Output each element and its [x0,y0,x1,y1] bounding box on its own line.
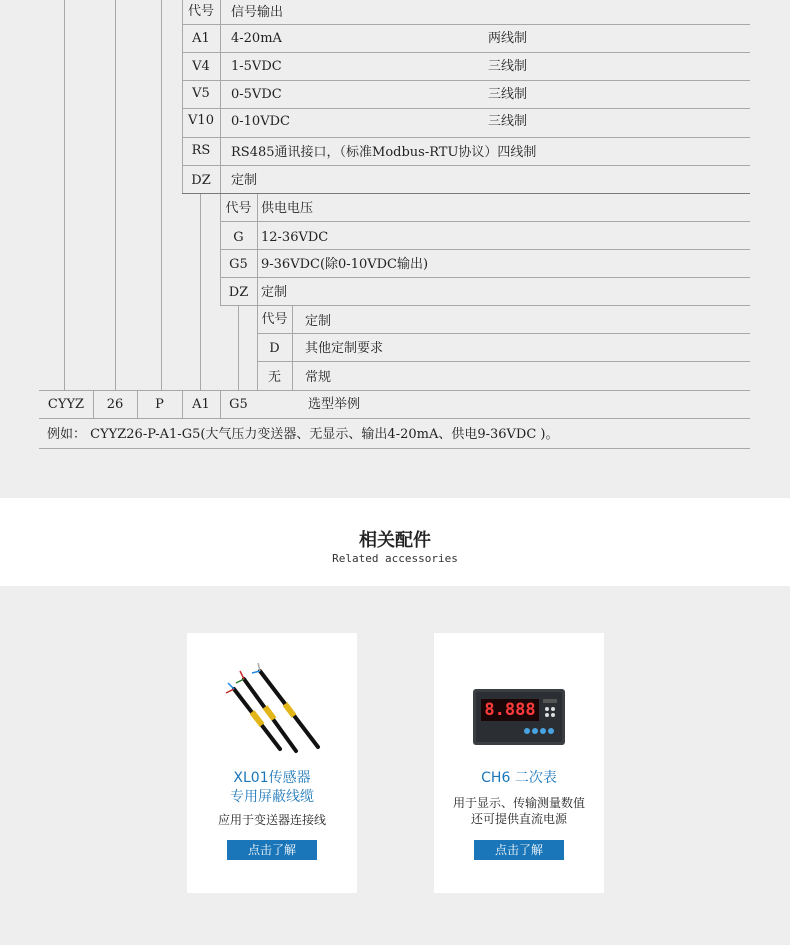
example-cell-power: G5 [229,397,248,412]
output-value: 定制 [231,173,258,188]
meter-display-digits: 8.888 [484,700,536,720]
output-wiring: 三线制 [488,59,528,74]
card-title-line: XL01传感器 [233,770,311,786]
power-code: G5 [229,257,248,272]
accessories-section [0,586,790,945]
section-subtitle: Related accessories [332,552,458,565]
example-note: 例如： CYYZ26-P-A1-G5(大气压力变送器、无显示、输出4-20mA、供电9-36VDC )。 [47,427,559,442]
block-divider [182,193,750,194]
output-code: DZ [191,173,211,188]
output-code-header: 代号 [187,4,214,19]
output-header: 信号输出 [231,5,284,20]
tree-line [200,194,201,390]
output-value: 0-10VDC [231,114,290,129]
row-divider [182,80,750,81]
related-accessories-header [0,498,790,586]
row-divider [182,137,750,138]
power-value: 12-36VDC [261,230,329,245]
card-description: 应用于变送器连接线 [217,813,326,827]
example-cell-output: A1 [192,397,210,412]
accessory-card[interactable] [187,633,357,893]
row-divider [182,24,750,25]
output-wiring: 三线制 [488,114,528,129]
output-value: 0-5VDC [231,87,282,102]
row-divider [257,333,750,334]
output-code: V4 [192,59,210,74]
output-code: V5 [192,86,210,101]
row-divider [257,361,750,362]
power-header: 供电电压 [261,201,314,216]
learn-more-button[interactable]: 点击了解 [227,840,317,860]
row-divider [182,165,750,166]
custom-value: 常规 [305,370,332,385]
digital-panel-meter-image [469,661,569,761]
output-code: RS [191,143,211,158]
custom-value: 其他定制要求 [305,341,384,356]
card-description: 还可提供直流电源 [470,812,567,826]
output-code: V10 [188,113,214,128]
output-value: 4-20mA [231,31,282,46]
example-cell-series: CYYZ [47,397,85,412]
tree-line [238,306,239,390]
custom-code-header: 代号 [261,312,288,327]
example-cell-range: 26 [106,397,124,412]
table-bottom-line [39,448,750,449]
tree-line [115,0,116,390]
power-value: 9-36VDC(除0-10VDC输出) [261,257,429,272]
custom-code: 无 [267,370,281,385]
power-value: 定制 [261,285,288,300]
power-code-divider [257,194,258,306]
card-title-line: 专用屏蔽线缆 [230,789,314,805]
output-wiring: 两线制 [488,31,528,46]
custom-header: 定制 [305,314,332,329]
section-title: 相关配件 [359,530,431,551]
shielded-cable-image [222,661,322,761]
power-code-header: 代号 [225,201,252,216]
tree-line [161,0,162,390]
row-divider [39,418,750,419]
card-title-line: CH6 二次表 [481,770,557,786]
row-divider [220,221,750,222]
row-divider [39,390,750,391]
output-wiring: 三线制 [488,87,528,102]
example-cell-type: P [155,397,164,412]
card-description: 用于显示、传输测量数值 [452,796,585,810]
output-value: RS485通讯接口，（标准Modbus-RTU协议）四线制 [231,145,537,160]
output-value: 1-5VDC [231,59,282,74]
learn-more-button[interactable]: 点击了解 [474,840,564,860]
power-code: DZ [228,285,249,300]
row-divider [220,277,750,278]
tree-line [64,0,65,390]
row-divider [182,108,750,109]
row-divider [220,249,750,250]
row-divider [220,305,750,306]
power-code: G [233,230,244,245]
output-code: A1 [192,31,210,46]
example-label: 选型举例 [308,397,361,412]
row-divider [182,52,750,53]
custom-code-divider [292,306,293,390]
accessory-card[interactable] [434,633,604,893]
custom-code: D [269,341,280,356]
